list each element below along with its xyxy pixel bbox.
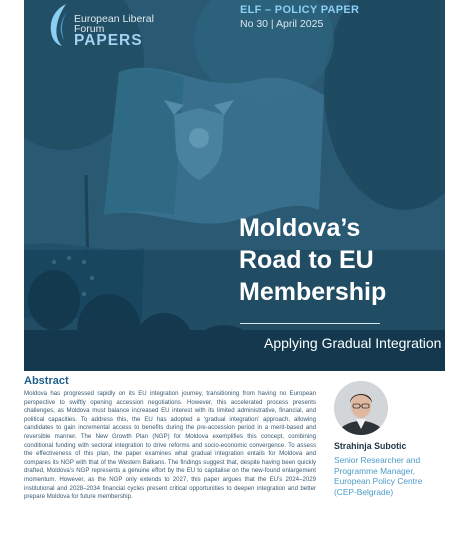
author-name: Strahinja Subotic <box>334 441 407 451</box>
title-line: Road to EU <box>239 246 374 274</box>
paper-title <box>239 212 439 308</box>
abstract-heading: Abstract <box>24 375 69 387</box>
affiliation-line: European Policy Centre <box>334 476 423 486</box>
logo-line-3: PAPERS <box>74 32 143 49</box>
title-line: Membership <box>239 278 387 306</box>
title-line: Moldova’s <box>239 214 361 242</box>
elf-papers-logo <box>44 2 184 49</box>
elf-swoosh-icon <box>44 2 72 46</box>
author-avatar <box>334 381 388 435</box>
logo-line-2: Forum <box>74 23 105 35</box>
author-portrait-icon <box>334 381 388 435</box>
affiliation-line: Senior Researcher and <box>334 455 421 465</box>
protest-flag-photo <box>24 0 445 371</box>
author-affiliation <box>334 455 454 497</box>
paper-subtitle: Applying Gradual Integration <box>264 335 442 351</box>
series-name: ELF – POLICY PAPER <box>240 4 360 16</box>
affiliation-line: (CEP-Belgrade) <box>334 486 394 497</box>
logo-line-1: European Liberal <box>74 13 154 25</box>
issue-info: No 30 | April 2025 <box>240 18 324 30</box>
series-info <box>240 4 359 30</box>
hero-image <box>24 0 445 371</box>
affiliation-line: Programme Manager, <box>334 465 415 476</box>
abstract-text: Moldova has progressed rapidly on its EU integration journey, transitioning from having no European perspective to swiftly opening accession negotiations. However, this accelerated process presents challenges, as Moldova must balance increased EU interest with its limited administrative, financial, and political capacities. To address this, the EU has adopted a ‘gradual integration’ approach, allowing candidates to gain incremental access to benefits during the pre-accession period in a merit-based and reversible manner. The New Growth Plan (NGP) for Moldova exemplifies this concept, combining conditional funding with sectoral integration to drive reforms and socio-economic convergence. To assess the effectiveness of this plan, the paper examines what gradual integration entails for Moldova and compares its NGP with that of the Western Balkans. The findings suggest that, despite having been quickly drafted, Moldova’s NGP represents a genuine effort by the EU to capitalise on the new-found enlargement momentum. However, as the NGP only extends to 2027, this paper argues that the EU’s 2024–2029 institutional and 2028–2034 financial cycles present critical opportunities to deepen integration and better prepare Moldova for future membership. <box>24 390 316 501</box>
title-divider <box>240 323 380 324</box>
